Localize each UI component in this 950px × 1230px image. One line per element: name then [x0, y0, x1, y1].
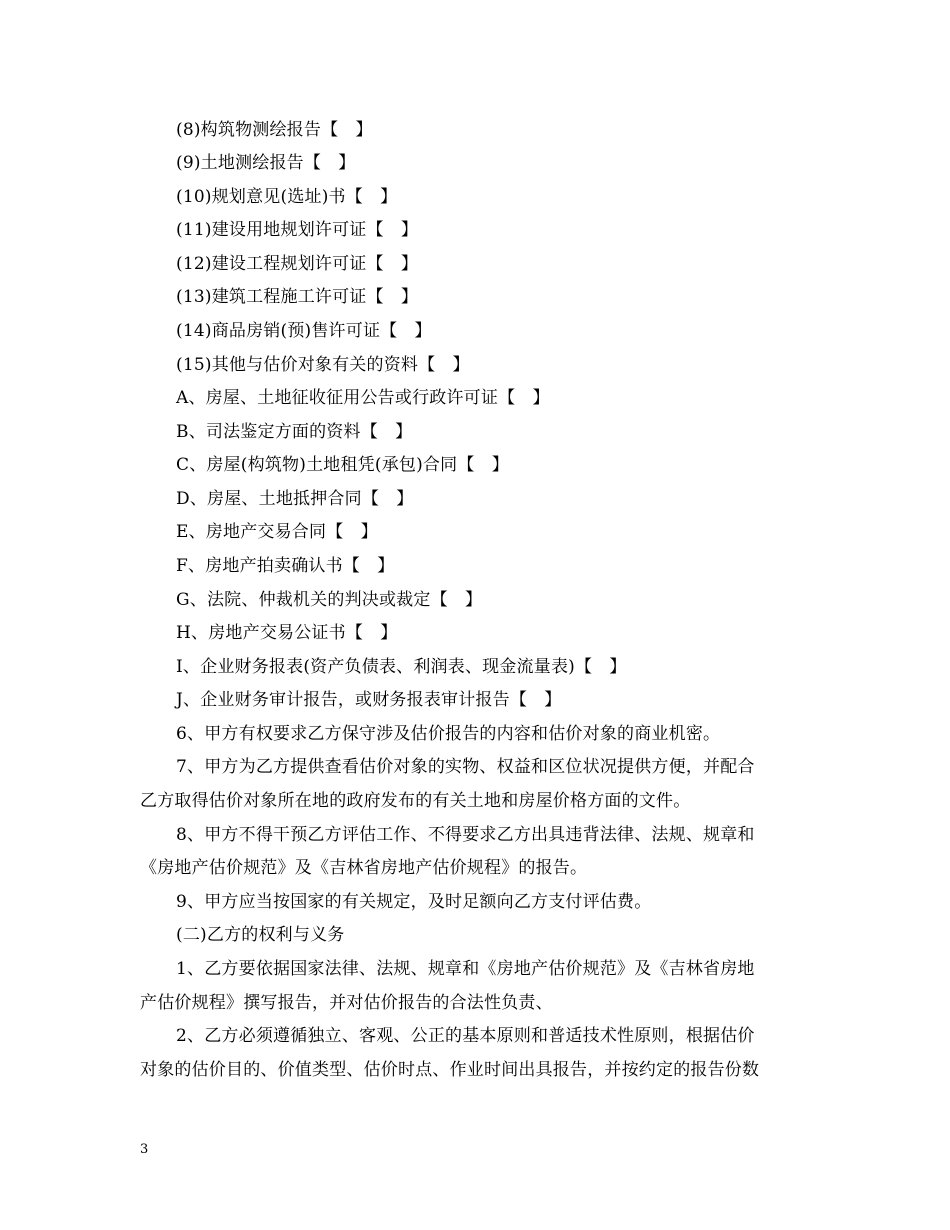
doc-line-10: (10)规划意见(选址)书【 】: [176, 187, 398, 207]
doc-line-8: (8)构筑物测绘报告【 】: [176, 120, 373, 140]
paragraph-9: 9、甲方应当按国家的有关规定，及时足额向乙方支付评估费。: [176, 892, 652, 912]
paragraph-7-line-2: 乙方取得估价对象所在地的政府发布的有关土地和房屋价格方面的文件。: [140, 791, 691, 811]
doc-line-i: I、企业财务报表(资产负债表、利润表、现金流量表)【 】: [176, 657, 627, 677]
doc-line-e: E、房地产交易合同【 】: [176, 522, 378, 542]
paragraph-7-line-1: 7、甲方为乙方提供查看估价对象的实物、权益和区位状况提供方便，并配合: [176, 757, 755, 777]
doc-line-g: G、法院、仲裁机关的判决或裁定【 】: [176, 590, 483, 610]
paragraph-b2-line-2: 对象的估价目的、价值类型、估价时点、作业时间出具报告，并按约定的报告份数: [140, 1060, 760, 1080]
page-number: 3: [140, 1142, 149, 1157]
doc-line-12: (12)建设工程规划许可证【 】: [176, 254, 419, 274]
doc-line-j: J、企业财务审计报告，或财务报表审计报告【 】: [176, 690, 562, 710]
doc-line-c: C、房屋(构筑物)土地租凭(承包)合同【 】: [176, 455, 509, 475]
doc-line-15: (15)其他与估价对象有关的资料【 】: [176, 355, 470, 375]
doc-line-a: A、房屋、土地征收征用公告或行政许可证【 】: [176, 388, 550, 408]
doc-line-b: B、司法鉴定方面的资料【 】: [176, 422, 413, 442]
section-heading-party-b: (二)乙方的权利与义务: [176, 925, 345, 945]
doc-line-11: (11)建设用地规划许可证【 】: [176, 220, 419, 240]
doc-line-14: (14)商品房销(预)售许可证【 】: [176, 321, 432, 341]
paragraph-b1-line-1: 1、乙方要依据国家法律、法规、规章和《房地产估价规范》及《吉林省房地: [176, 959, 755, 979]
paragraph-b1-line-2: 产估价规程》撰写报告，并对估价报告的合法性负责、: [140, 993, 553, 1013]
doc-line-f: F、房地产拍卖确认书【 】: [176, 556, 395, 576]
doc-line-13: (13)建筑工程施工许可证【 】: [176, 287, 419, 307]
doc-line-9: (9)土地测绘报告【 】: [176, 153, 356, 173]
doc-line-d: D、房屋、土地抵押合同【 】: [176, 489, 414, 509]
doc-line-h: H、房地产交易公证书【 】: [176, 623, 398, 643]
paragraph-6: 6、甲方有权要求乙方保守涉及估价报告的内容和估价对象的商业机密。: [176, 724, 721, 744]
paragraph-8-line-1: 8、甲方不得干预乙方评估工作、不得要求乙方出具违背法律、法规、规章和: [176, 825, 755, 845]
paragraph-8-line-2: 《房地产估价规范》及《吉林省房地产估价规程》的报告。: [140, 858, 588, 878]
paragraph-b2-line-1: 2、乙方必须遵循独立、客观、公正的基本原则和普适技术性原则，根据估价: [176, 1026, 755, 1046]
